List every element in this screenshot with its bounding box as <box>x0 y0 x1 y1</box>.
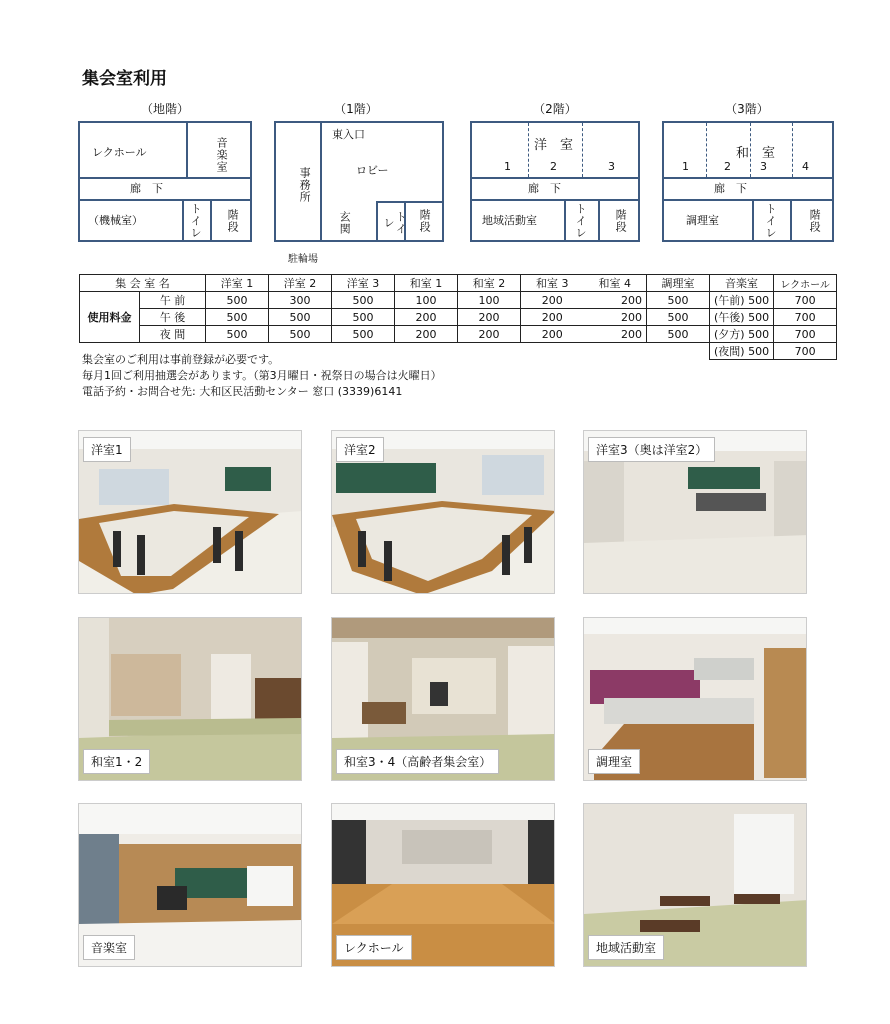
japanese-room-label: 和 室 <box>736 146 776 161</box>
fee-cell: 500 <box>647 292 710 309</box>
music-fee-cell: (午後) 500 <box>710 309 774 326</box>
floor-label-2f: （2階） <box>533 102 577 116</box>
toilet-label: トイレ <box>764 203 778 239</box>
fee-cell: 500 <box>332 292 395 309</box>
period-cell: 夜 間 <box>140 326 206 343</box>
room-number-4: 4 <box>802 160 809 173</box>
floor-label-3f: （3階） <box>725 102 769 116</box>
lobby-label: ロビー <box>356 164 389 177</box>
stairs-label: 階段 <box>808 209 822 233</box>
note-line: 電話予約・お問合せ先: 大和区民活動センター 窓口 (3339)6141 <box>82 385 403 398</box>
office-label: 事務所 <box>298 167 312 203</box>
fee-table-header <box>80 275 837 292</box>
machine-room-label: （機械室） <box>88 214 143 227</box>
fee-cell: 500 <box>647 309 710 326</box>
room-number-1: 1 <box>682 160 689 173</box>
note-line: 毎月1回ご利用抽選会があります。（第3月曜日・祝祭日の場合は火曜日） <box>82 369 442 382</box>
corridor-label: 廊 下 <box>130 182 163 195</box>
music-room-label: 音楽室 <box>215 137 229 173</box>
table-row <box>80 309 837 326</box>
photo-kitchen <box>583 617 807 781</box>
corridor-label: 廊 下 <box>528 182 561 195</box>
header-room: 和室 2 <box>458 275 521 292</box>
header-rec-hall: レクホール <box>774 275 837 292</box>
table-row <box>80 292 837 309</box>
fee-cell: 200 <box>458 309 521 326</box>
room-number-3: 3 <box>760 160 767 173</box>
stairs-label: 階段 <box>614 209 628 233</box>
photo-caption: 洋室3（奥は洋室2） <box>588 437 715 462</box>
fee-cell: 500 <box>647 326 710 343</box>
toilet-label: トイレ <box>574 203 588 239</box>
photo-caption: 和室3・4（高齢者集会室） <box>336 749 499 774</box>
room-number-1: 1 <box>504 160 511 173</box>
rec-fee-cell: 700 <box>774 326 837 343</box>
photo-western-room-2 <box>331 430 555 594</box>
photo-caption: 調理室 <box>588 749 640 774</box>
fee-cell: 500 <box>206 326 269 343</box>
fee-cell: 200 <box>584 292 647 309</box>
photo-caption: 和室1・2 <box>83 749 150 774</box>
fee-cell: 500 <box>269 326 332 343</box>
photo-caption: 音楽室 <box>83 935 135 960</box>
rec-fee-cell: 700 <box>774 292 837 309</box>
fee-cell: 200 <box>521 326 584 343</box>
fee-cell: 200 <box>395 326 458 343</box>
foyer-label: 玄関 <box>338 211 352 235</box>
floor-plan-1f <box>274 121 444 242</box>
photo-japanese-room-3-4 <box>331 617 555 781</box>
room-number-3: 3 <box>608 160 615 173</box>
fee-cell: 100 <box>395 292 458 309</box>
period-cell: 午 後 <box>140 309 206 326</box>
fee-cell: 500 <box>269 309 332 326</box>
photo-caption: 地域活動室 <box>588 935 664 960</box>
fee-cell: 500 <box>332 326 395 343</box>
header-room: 洋室 1 <box>206 275 269 292</box>
music-fee-cell: (夕方) 500 <box>710 326 774 343</box>
notes <box>82 352 442 400</box>
rec-hall-label: レクホール <box>92 146 147 159</box>
floor-plan-b1 <box>78 121 252 242</box>
bicycle-parking-label: 駐輪場 <box>288 254 318 265</box>
table-row <box>80 326 837 343</box>
photo-caption: 洋室1 <box>83 437 131 462</box>
header-room: 和室 4 <box>584 275 647 292</box>
fee-cell: 200 <box>458 326 521 343</box>
photo-japanese-room-1-2 <box>78 617 302 781</box>
page-title: 集会室利用 <box>82 69 167 89</box>
fee-table <box>79 274 837 360</box>
fee-cell: 100 <box>458 292 521 309</box>
east-entrance-label: 東入口 <box>332 128 365 141</box>
photo-caption: レクホール <box>336 935 412 960</box>
room-number-2: 2 <box>550 160 557 173</box>
photo-caption: 洋室2 <box>336 437 384 462</box>
photo-community-room <box>583 803 807 967</box>
header-room: 調理室 <box>647 275 710 292</box>
music-fee-cell: (夜間) 500 <box>710 343 774 360</box>
photo-western-room-3 <box>583 430 807 594</box>
header-room: 和室 1 <box>395 275 458 292</box>
note-line: 集会室のご利用は事前登録が必要です。 <box>82 353 280 366</box>
kitchen-label: 調理室 <box>686 214 719 227</box>
fee-cell: 200 <box>584 326 647 343</box>
fee-label: 使用料金 <box>80 292 140 343</box>
photo-music-room <box>78 803 302 967</box>
floor-label-1f: （1階） <box>334 102 378 116</box>
photo-rec-hall <box>331 803 555 967</box>
floor-label-b1: （地階） <box>140 102 189 116</box>
fee-cell: 500 <box>206 292 269 309</box>
toilet-label: トイレ <box>382 210 408 235</box>
header-music: 音楽室 <box>710 275 774 292</box>
western-room-label: 洋 室 <box>534 138 574 153</box>
room-number-2: 2 <box>724 160 731 173</box>
fee-cell: 200 <box>521 292 584 309</box>
corridor-label: 廊 下 <box>714 182 747 195</box>
header-room: 和室 3 <box>521 275 584 292</box>
fee-cell: 300 <box>269 292 332 309</box>
rec-fee-cell: 700 <box>774 309 837 326</box>
fee-cell: 500 <box>332 309 395 326</box>
header-room: 洋室 3 <box>332 275 395 292</box>
header-room: 洋室 2 <box>269 275 332 292</box>
music-fee-cell: (午前) 500 <box>710 292 774 309</box>
floor-plan-2f <box>470 121 640 242</box>
header-room-name: 集 会 室 名 <box>80 275 206 292</box>
fee-cell: 200 <box>395 309 458 326</box>
community-room-label: 地域活動室 <box>482 214 537 227</box>
period-cell: 午 前 <box>140 292 206 309</box>
fee-cell: 500 <box>206 309 269 326</box>
fee-cell: 200 <box>584 309 647 326</box>
stairs-label: 階段 <box>418 209 432 233</box>
floor-plan-3f <box>662 121 834 242</box>
photo-western-room-1 <box>78 430 302 594</box>
rec-fee-cell: 700 <box>774 343 837 360</box>
toilet-label: トイレ <box>189 203 203 239</box>
stairs-label: 階段 <box>226 209 240 233</box>
fee-cell: 200 <box>521 309 584 326</box>
